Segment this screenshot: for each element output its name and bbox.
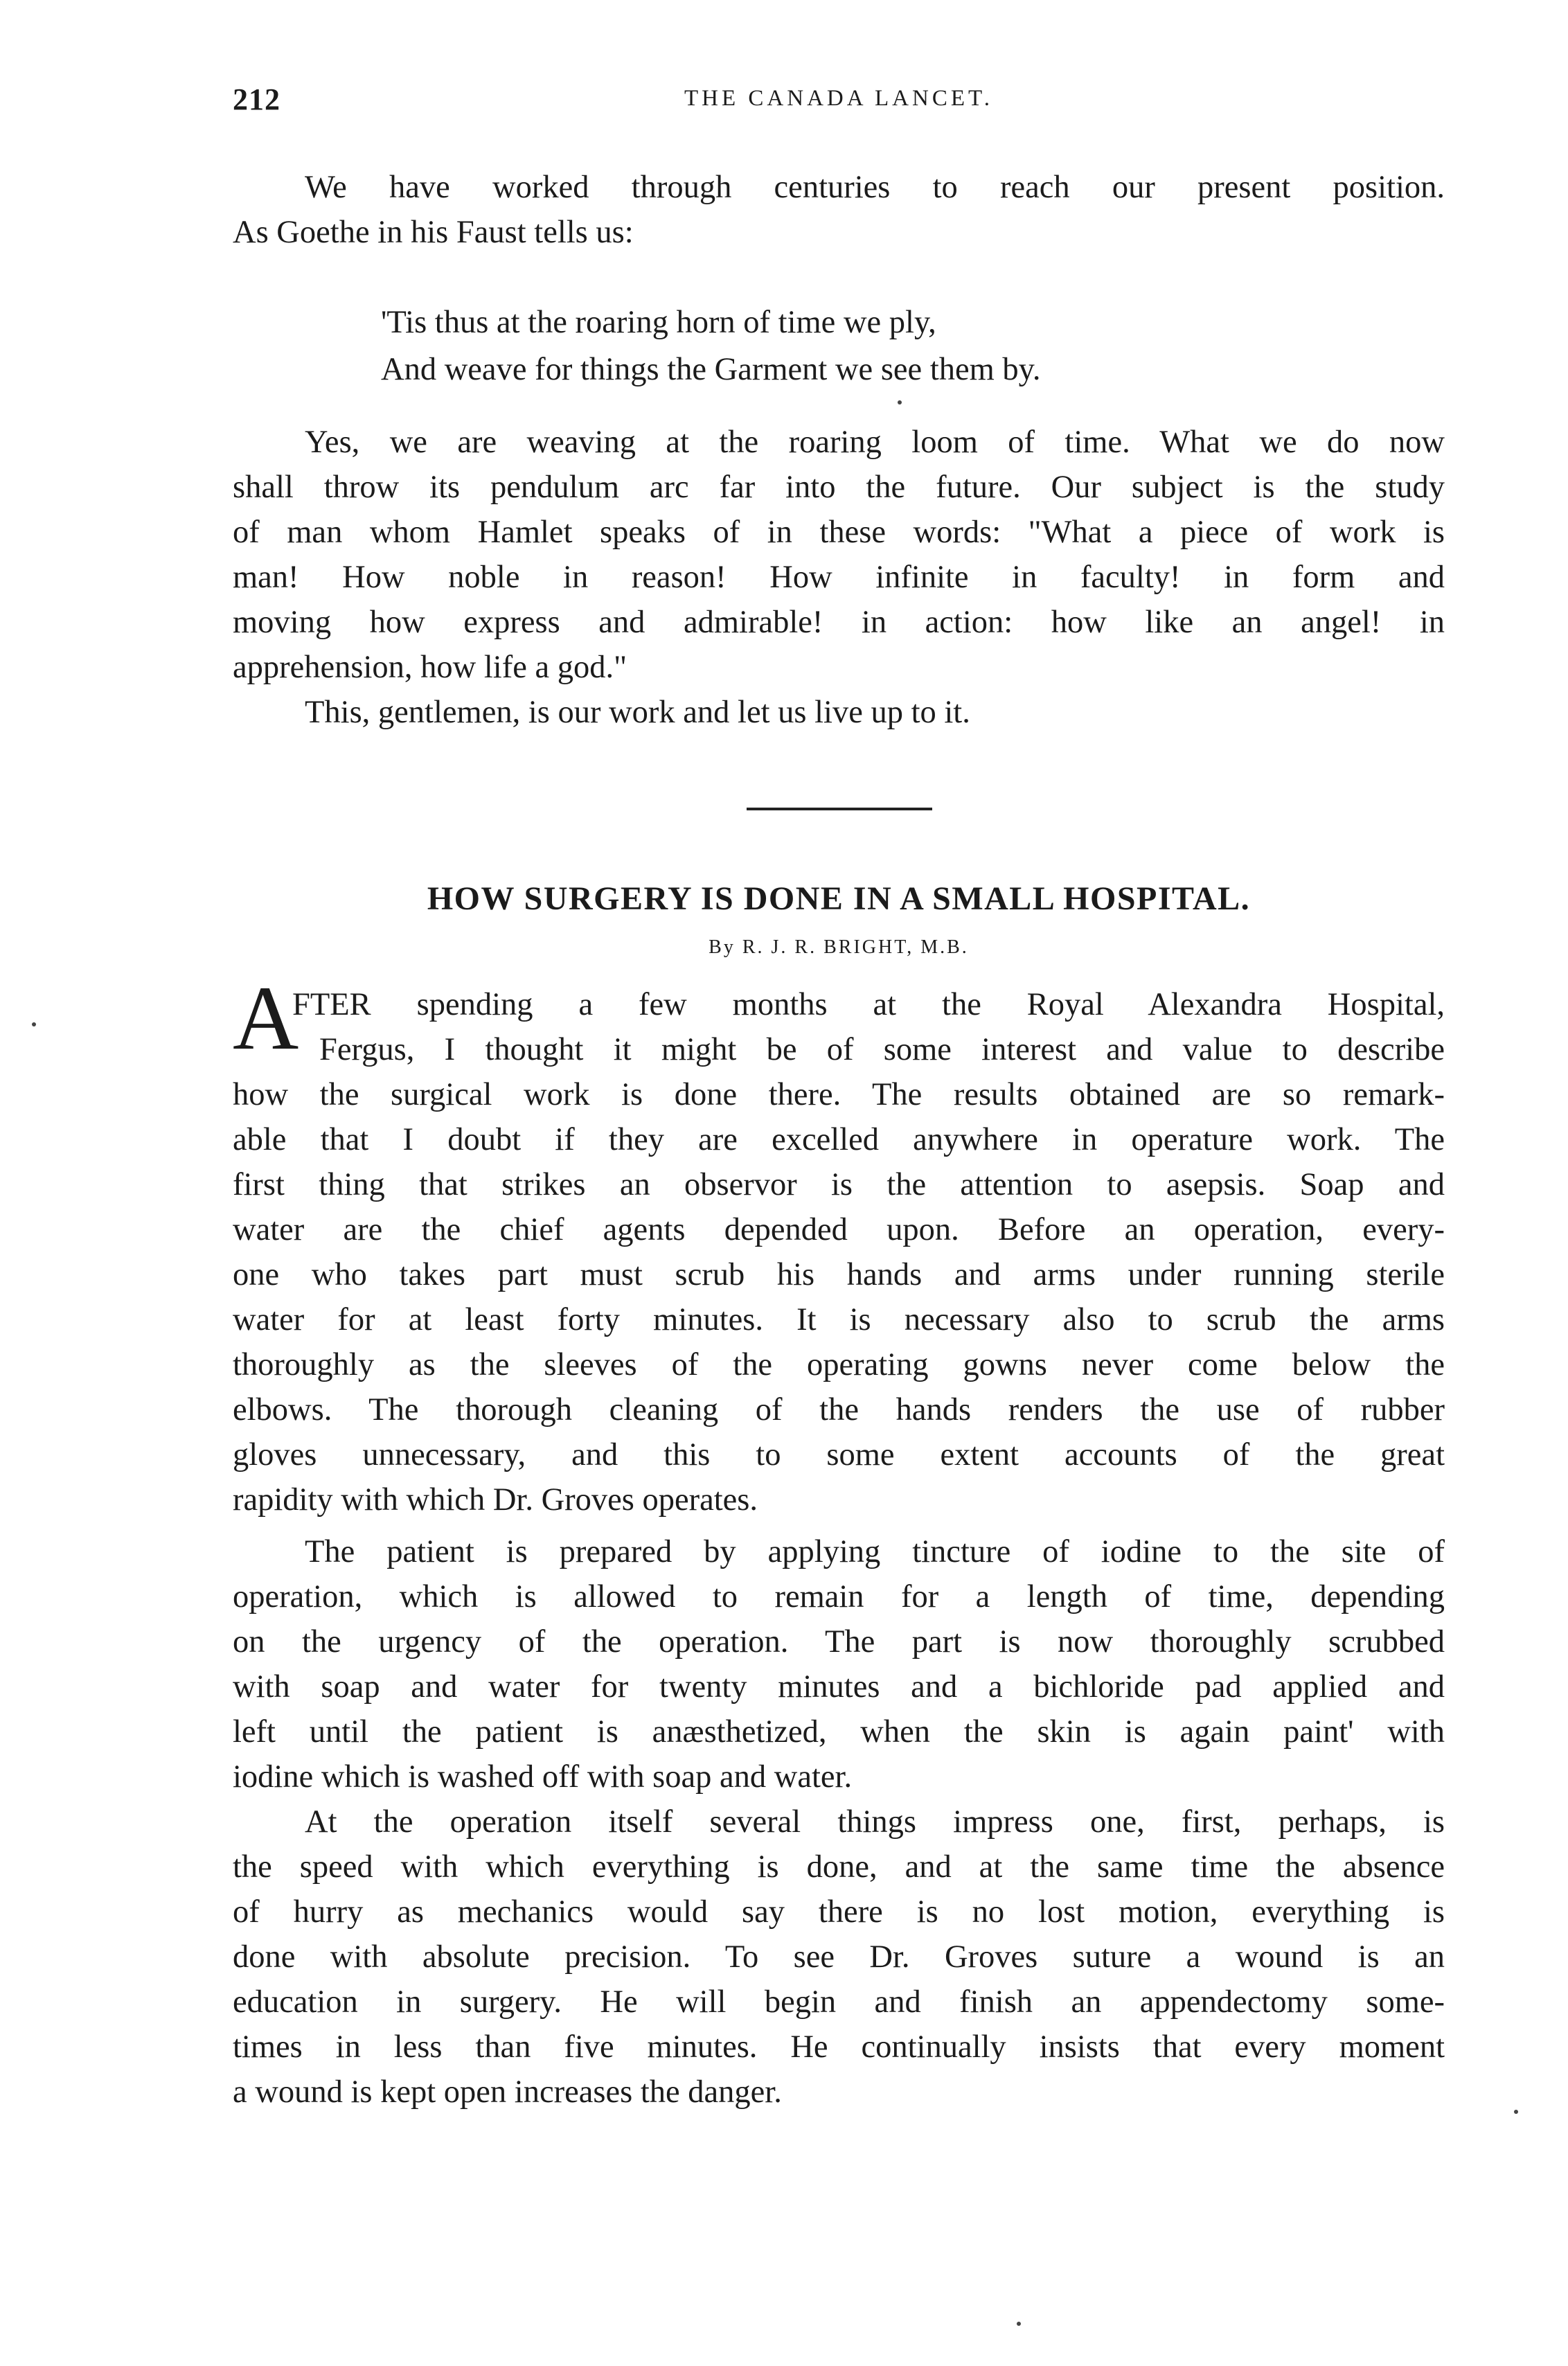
- text-line: education in surgery. He will begin and finish an appendectomy some-: [233, 1984, 1445, 2020]
- text-line: times in less than five minutes. He continually insists that every moment: [233, 2029, 1445, 2065]
- section-divider: [747, 808, 932, 810]
- verse-line: 'Tis thus at the roaring horn of time we ply,: [381, 305, 936, 340]
- text-line: done with absolute precision. To see Dr. Groves suture a wound is an: [233, 1939, 1445, 1975]
- text-line: water are the chief agents depended upon. Before an operation, every-: [233, 1212, 1445, 1247]
- text-line: how the surgical work is done there. The results obtained are so remark-: [233, 1077, 1445, 1112]
- text-line: gloves unnecessary, and this to some extent accounts of the great: [233, 1437, 1445, 1473]
- scan-speck: [1514, 2110, 1518, 2114]
- text-line: The patient is prepared by applying tincture of iodine to the site of: [305, 1534, 1445, 1569]
- text-line: first thing that strikes an observor is the attention to asepsis. Soap and: [233, 1167, 1445, 1202]
- scan-speck: [898, 400, 902, 404]
- text-line: water for at least forty minutes. It is necessary also to scrub the arms: [233, 1302, 1445, 1337]
- article-paragraph-1: [233, 982, 1445, 1522]
- text-line: a wound is kept open increases the danger.: [233, 2074, 782, 2110]
- text-line: shall throw its pendulum arc far into the future. Our subject is the study: [233, 470, 1445, 505]
- running-title: THE CANADA LANCET.: [684, 86, 993, 111]
- scan-speck: [1017, 2322, 1021, 2326]
- goethe-verse: [381, 299, 1041, 393]
- scan-speck: [32, 1022, 36, 1026]
- text-line: thoroughly as the sleeves of the operating gowns never come below the: [233, 1347, 1445, 1382]
- text-line: able that I doubt if they are excelled anywhere in operature work. The: [233, 1122, 1445, 1157]
- article-paragraph-2: [233, 1529, 1445, 1799]
- text-line: iodine which is washed off with soap and water.: [233, 1759, 853, 1795]
- page-header: [233, 82, 1445, 123]
- text-line: Fergus, I thought it might be of some interest and value to describe: [319, 1032, 1445, 1067]
- text-line: elbows. The thorough cleaning of the hands renders the use of rubber: [233, 1392, 1445, 1427]
- text-line: moving how express and admirable! in action: how like an angel! in: [233, 605, 1445, 640]
- text-line: of hurry as mechanics would say there is no lost motion, everything is: [233, 1894, 1445, 1930]
- page-number: 212: [233, 82, 280, 116]
- text-line: rapidity with which Dr. Groves operates.: [233, 1482, 758, 1518]
- text-line: FTER spending a few months at the Royal Alexandra Hospital,: [292, 987, 1445, 1022]
- text-line: on the urgency of the operation. The part is now thoroughly scrubbed: [233, 1624, 1445, 1660]
- text-line: As Goethe in his Faust tells us:: [233, 215, 634, 250]
- article-title: HOW SURGERY IS DONE IN A SMALL HOSPITAL.: [427, 880, 1251, 917]
- weaving-paragraph: [233, 420, 1445, 690]
- drop-cap: A: [233, 967, 299, 1069]
- text-line: We have worked through centuries to reach our present position.: [305, 170, 1445, 205]
- gentlemen-paragraph: [233, 690, 1445, 735]
- verse-line: And weave for things the Garment we see them by.: [381, 352, 1041, 387]
- text-line: This, gentlemen, is our work and let us live up to it.: [305, 695, 970, 730]
- text-line: with soap and water for twenty minutes and a bichloride pad applied and: [233, 1669, 1445, 1705]
- text-line: Yes, we are weaving at the roaring loom of time. What we do now: [305, 425, 1445, 460]
- intro-paragraph: [233, 165, 1445, 255]
- text-line: left until the patient is anæsthetized, when the skin is again paint' with: [233, 1714, 1445, 1750]
- text-line: man! How noble in reason! How infinite in faculty! in form and: [233, 560, 1445, 595]
- text-line: of man whom Hamlet speaks of in these words: "What a piece of work is: [233, 515, 1445, 550]
- text-line: the speed with which everything is done, and at the same time the absence: [233, 1849, 1445, 1885]
- text-line: one who takes part must scrub his hands and arms under running sterile: [233, 1257, 1445, 1292]
- text-line: operation, which is allowed to remain for a length of time, depending: [233, 1579, 1445, 1615]
- text-line: apprehension, how life a god.": [233, 650, 627, 685]
- text-line: At the operation itself several things impress one, first, perhaps, is: [305, 1804, 1445, 1840]
- article-byline: By R. J. R. BRIGHT, M.B.: [709, 936, 969, 958]
- article-paragraph-3: [233, 1799, 1445, 2115]
